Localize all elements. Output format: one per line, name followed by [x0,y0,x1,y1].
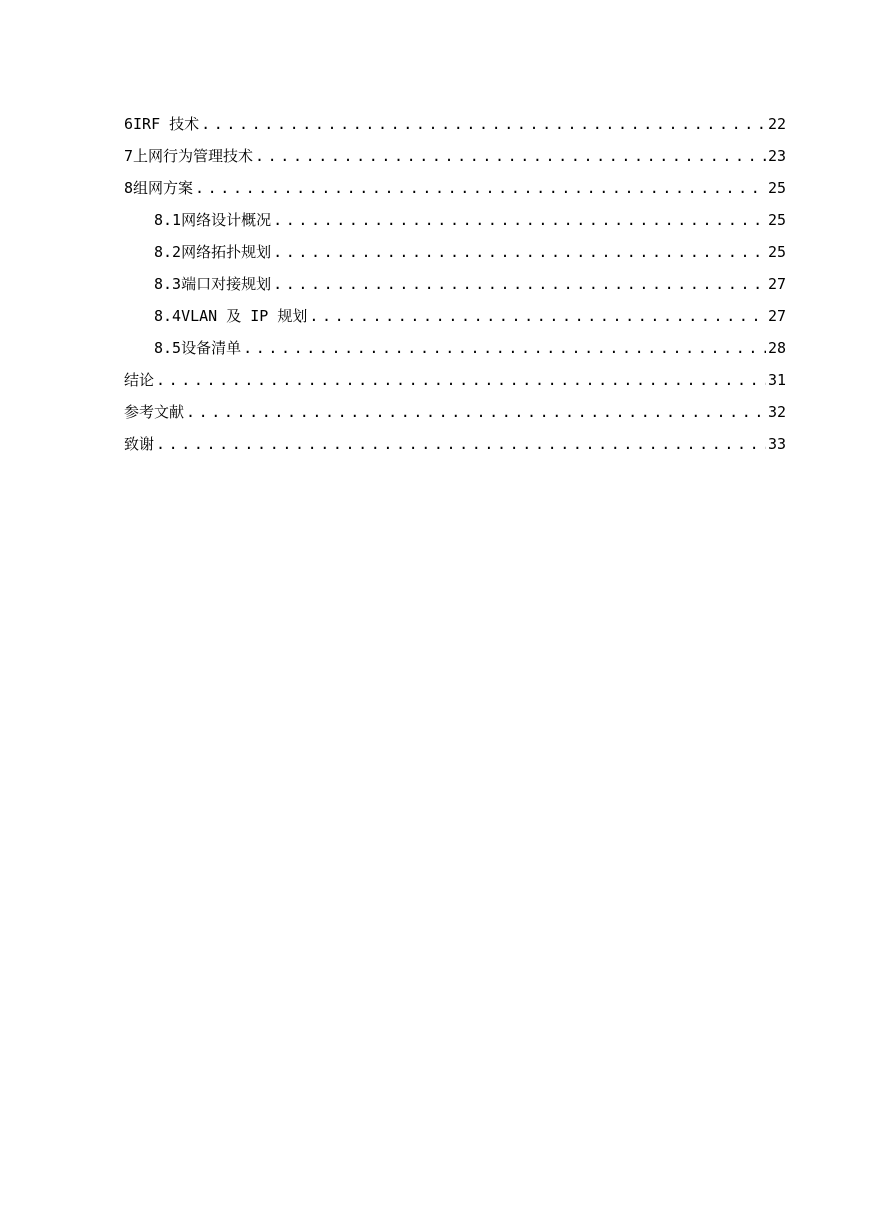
toc-dot-leader [309,300,766,332]
toc-entry-number: 8.5 [154,339,182,357]
toc-dot-leader [243,332,766,364]
toc-dot-leader [156,364,766,396]
toc-entry-number: 8 [124,179,134,197]
toc-entry-behavior-management[interactable] [124,140,786,172]
toc-entry-number: 8.1 [154,211,182,229]
toc-entry-number: 8.2 [154,243,182,261]
toc-entry-title: IRF 技术 [133,115,200,133]
toc-entry-title: 参考文献 [124,403,185,421]
toc-entry-title: 上网行为管理技术 [133,147,254,165]
toc-entry-design-overview[interactable] [124,204,786,236]
toc-entry-network-plan[interactable] [124,172,786,204]
toc-entry-title: VLAN 及 IP 规划 [181,307,308,325]
toc-entry-equipment-list[interactable] [124,332,786,364]
toc-entry-page: 22 [767,115,786,133]
toc-dot-leader [273,236,766,268]
toc-entry-title: 组网方案 [133,179,194,197]
toc-entry-page: 31 [767,371,786,389]
toc-dot-leader [273,204,766,236]
toc-entry-title: 致谢 [124,435,155,453]
toc-entry-vlan-ip-plan[interactable] [124,300,786,332]
toc-dot-leader [186,396,766,428]
toc-entry-number: 8.3 [154,275,182,293]
toc-entry-irf[interactable] [124,108,786,140]
toc-entry-topology-plan[interactable] [124,236,786,268]
toc-entry-page: 25 [767,243,786,261]
toc-entry-page: 27 [767,275,786,293]
toc-entry-page: 23 [767,147,786,165]
toc-entry-title: 网络拓扑规划 [181,243,272,261]
toc-dot-leader [255,140,766,172]
table-of-contents [124,108,786,460]
toc-entry-port-plan[interactable] [124,268,786,300]
toc-entry-title: 结论 [124,371,155,389]
toc-entry-title: 网络设计概况 [181,211,272,229]
toc-entry-references[interactable] [124,396,786,428]
toc-entry-title: 设备清单 [181,339,242,357]
toc-entry-number: 6 [124,115,134,133]
toc-dot-leader [273,268,766,300]
toc-dot-leader [156,428,766,460]
toc-entry-page: 25 [767,179,786,197]
toc-entry-page: 32 [767,403,786,421]
toc-dot-leader [195,172,766,204]
toc-entry-conclusion[interactable] [124,364,786,396]
toc-entry-number: 7 [124,147,134,165]
toc-entry-title: 端口对接规划 [181,275,272,293]
toc-entry-page: 28 [767,339,786,357]
toc-entry-page: 33 [767,435,786,453]
toc-entry-number: 8.4 [154,307,182,325]
toc-entry-page: 25 [767,211,786,229]
toc-dot-leader [201,108,766,140]
toc-entry-acknowledgements[interactable] [124,428,786,460]
toc-entry-page: 27 [767,307,786,325]
